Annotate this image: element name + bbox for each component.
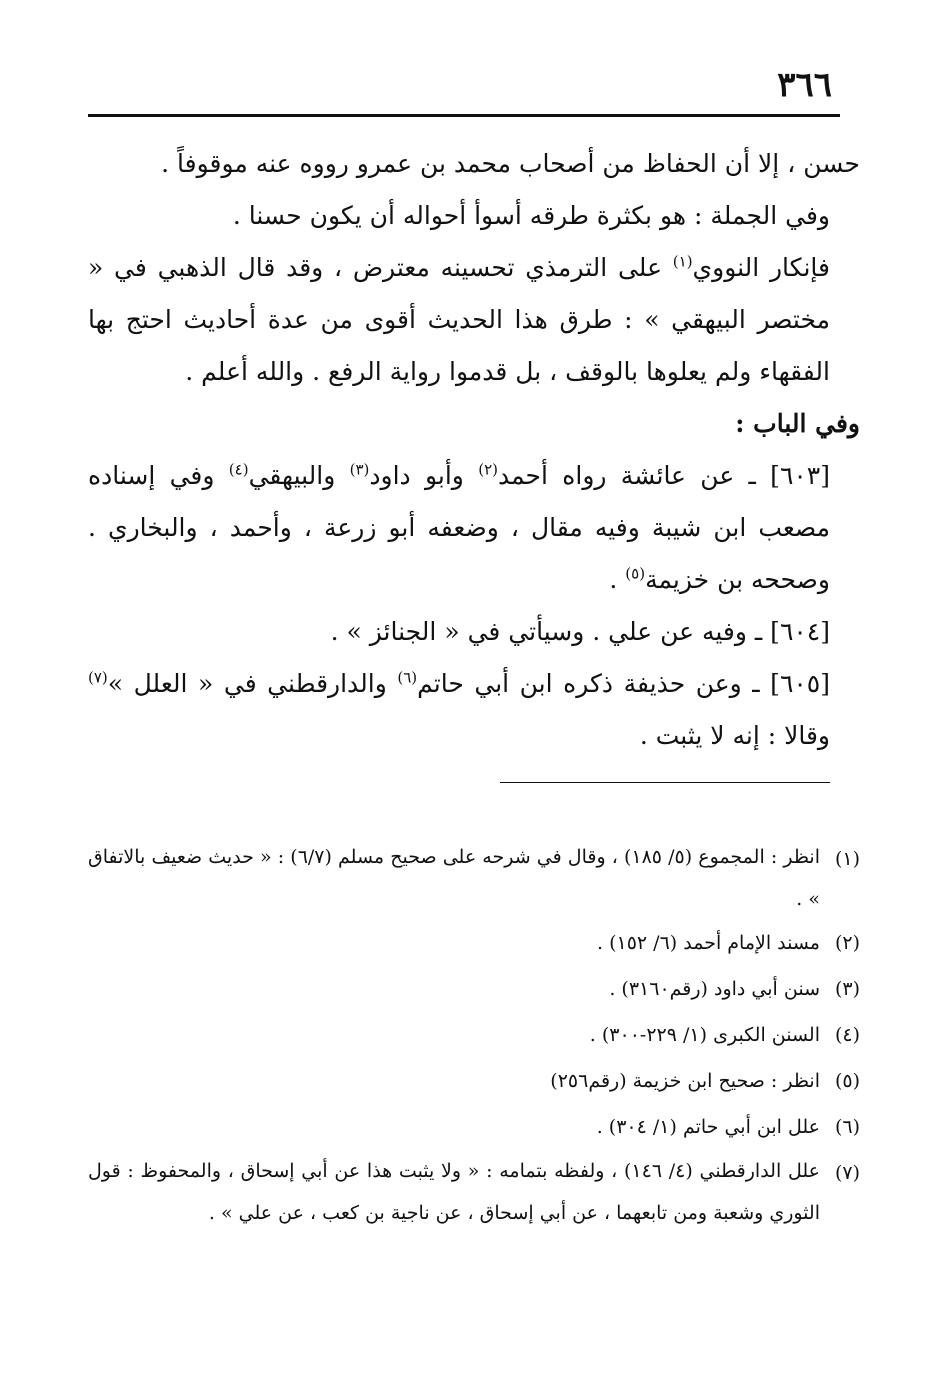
- paragraph-3-text-b: على الترمذي تحسينه معترض ، وقد قال الذهبي في « مختصر البيهقي » : طرق هذا الحديث أقوى من عدة أحاديث احتج بها الفقهاء ولم يعلوها بالوقف ، بل قدموا رواية الرفع . والله أعلم .: [88, 253, 830, 386]
- paragraph-2: وفي الجملة : هو بكثرة طرقه أسوأ أحواله أن يكون حسنا .: [232, 201, 830, 230]
- page-header: [88, 60, 840, 117]
- footnote-text: انظر : المجموع (٥/ ١٨٥) ، وقال في شرحه على صحيح مسلم (٦/٧) : « حديث ضعيف بالاتفاق » .: [88, 846, 820, 910]
- section-heading: وفي الباب :: [735, 409, 860, 438]
- footnote-text: علل ابن أبي حاتم (١/ ٣٠٤) .: [596, 1116, 820, 1138]
- footnote-text: انظر : صحيح ابن خزيمة (رقم٢٥٦): [550, 1070, 820, 1092]
- footnote-1: [88, 836, 860, 920]
- footnote-number: (٢): [834, 932, 860, 954]
- footnote-text: السنن الكبرى (١/ ٢٢٩-٣٠٠) .: [589, 1024, 820, 1046]
- footnote-ref-1[interactable]: (١): [672, 252, 693, 271]
- footnote-4: [88, 1012, 860, 1058]
- page-number: ٣٦٦: [777, 65, 832, 105]
- item-603-text-a: [٦٠٣] ـ عن عائشة رواه أحمد: [497, 461, 830, 490]
- footnote-ref-6[interactable]: (٦): [397, 668, 418, 687]
- footnote-text: سنن أبي داود (رقم٣١٦٠) .: [609, 978, 820, 1000]
- footnote-ref-3[interactable]: (٣): [349, 460, 370, 479]
- item-603-text-c: والبيهقي: [248, 461, 350, 490]
- footnote-5: [88, 1058, 860, 1104]
- footnote-number: (٣): [834, 978, 860, 1000]
- footnote-text: علل الدارقطني (٤/ ١٤٦) ، ولفظه بتمامه : « ولا يثبت هذا عن أبي إسحاق ، والمحفوظ : قول الثوري وشعبة ومن تابعهما ، عن أبي إسحاق ، عن ناجية بن كعب ، عن علي » .: [88, 1160, 820, 1224]
- paragraph-3-text-a: فإنكار النووي: [692, 253, 830, 282]
- footnote-ref-7[interactable]: (٧): [88, 668, 108, 687]
- footnote-ref-4[interactable]: (٤): [228, 460, 249, 479]
- footnote-number: (٥): [834, 1070, 860, 1092]
- footnotes: [88, 836, 860, 1234]
- footnote-number: (٦): [834, 1116, 860, 1138]
- footnote-7: [88, 1150, 860, 1234]
- paragraph-1: حسن ، إلا أن الحفاظ من أصحاب محمد بن عمرو رووه عنه موقوفاً .: [161, 149, 860, 178]
- footnote-number: (٧): [834, 1162, 860, 1184]
- footnote-ref-5[interactable]: (٥): [625, 564, 646, 583]
- footnote-number: (٤): [834, 1024, 860, 1046]
- paragraph-3: [88, 242, 860, 398]
- item-603-text-b: وأبو داود: [369, 461, 479, 490]
- footnote-3: [88, 966, 860, 1012]
- item-605-text-a: [٦٠٥] ـ وعن حذيفة ذكره ابن أبي حاتم: [417, 669, 830, 698]
- item-603: [88, 450, 860, 606]
- item-605-text-c: وقالا : إنه لا يثبت .: [639, 721, 830, 750]
- item-604: [٦٠٤] ـ وفيه عن علي . وسيأتي في « الجنائز » .: [330, 617, 830, 646]
- footnote-2: [88, 920, 860, 966]
- main-text: [88, 138, 860, 762]
- footnote-ref-2[interactable]: (٢): [478, 460, 498, 479]
- item-603-text-d: وفي إسناده مصعب ابن شيبة وفيه مقال ، وضعفه أبو زرعة ، وأحمد ، والبخاري . وصححه بن خزيمة: [88, 461, 830, 594]
- item-605-text-b: والدارقطني في « العلل »: [107, 669, 398, 698]
- footnote-number: (١): [834, 848, 860, 870]
- footnote-text: مسند الإمام أحمد (٦/ ١٥٢) .: [597, 932, 820, 954]
- item-603-text-e: .: [609, 565, 626, 594]
- footnote-6: [88, 1104, 860, 1150]
- footnote-divider: [500, 782, 830, 783]
- item-605: [88, 658, 860, 762]
